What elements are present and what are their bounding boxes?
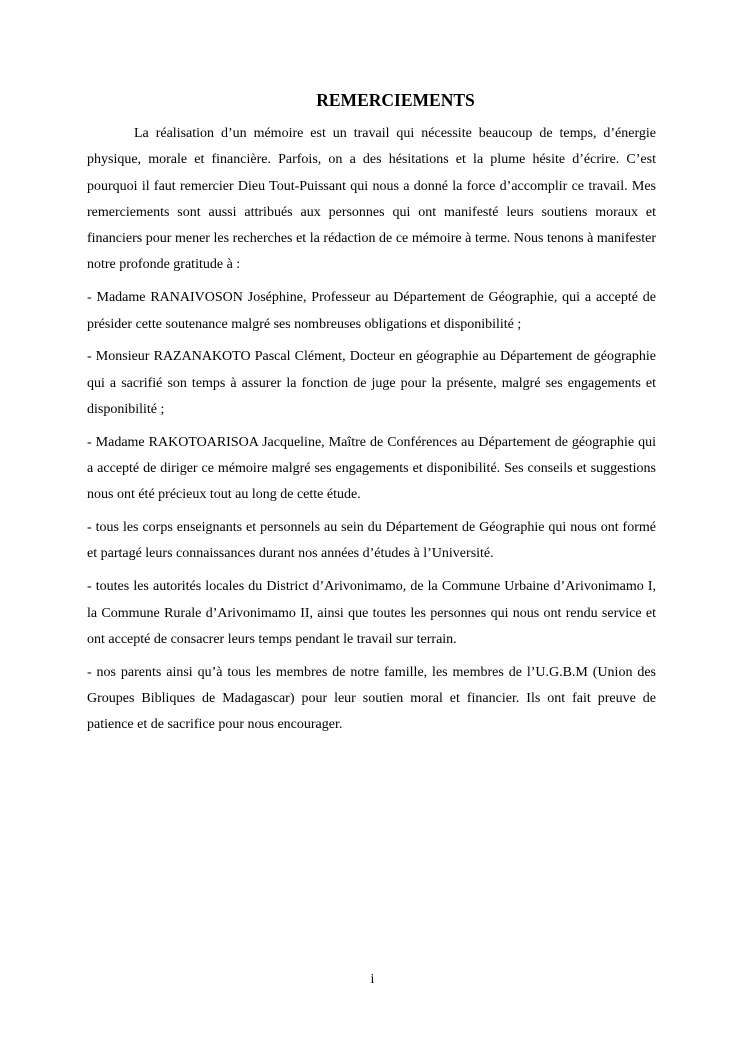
thanks-item-ranaivoson: - Madame RANAIVOSON Joséphine, Professeur au Département de Géographie, qui a accepté de présider cette soutenance malgré ses nombreuses obligations et disponibilité ; (87, 290, 656, 332)
thanks-item-rakotoarisoa: - Madame RAKOTOARISOA Jacqueline, Maître de Conférences au Département de géographie qui a accepté de diriger ce mémoire malgré ses engagements et disponibilité. Ses conseils et suggestions nous ont été précieux tout au long de cette étude. (87, 434, 656, 503)
page-title: REMERCIEMENTS (316, 90, 475, 110)
thanks-item-local-authorities: - toutes les autorités locales du District d’Arivonimamo, de la Commune Urbaine d’Arivonimamo I, la Commune Rurale d’Arivonimamo II, ainsi que toutes les personnes qui nous ont rendu service et ont accepté de consacrer leurs temps pendant le travail sur terrain. (87, 579, 656, 647)
thanks-item-family: - nos parents ainsi qu’à tous les membres de notre famille, les membres de l’U.G.B.M (Union des Groupes Bibliques de Madagascar) pour leur soutien moral et financier. Ils ont fait preuve de patience et de sacrifice pour nous encourager. (87, 664, 656, 733)
document-page (87, 86, 656, 745)
page-number: i (370, 972, 375, 987)
thanks-item-razanakoto: - Monsieur RAZANAKOTO Pascal Clément, Docteur en géographie au Département de géographie qui a sacrifié son temps à assurer la fonction de juge pour la présente, malgré ses engagements et disponibilité ; (87, 349, 656, 417)
intro-paragraph: La réalisation d’un mémoire est un travail qui nécessite beaucoup de temps, d’énergie physique, morale et financière. Parfois, on a des hésitations et la plume hésite d’écrire. C’est pourquoi il faut remercier Dieu Tout-Puissant qui nous a donné la force d’accomplir ce travail. Mes remerciements sont aussi attribués aux personnes qui ont manifesté leurs soutiens moraux et financiers pour mener les recherches et la rédaction de ce mémoire à terme. Nous tenons à manifester notre profonde gratitude à : (87, 126, 656, 273)
thanks-item-teachers: - tous les corps enseignants et personnels au sein du Département de Géographie qui nous ont formé et partagé leurs connaissances durant nos années d’études à l’Université. (87, 520, 656, 562)
